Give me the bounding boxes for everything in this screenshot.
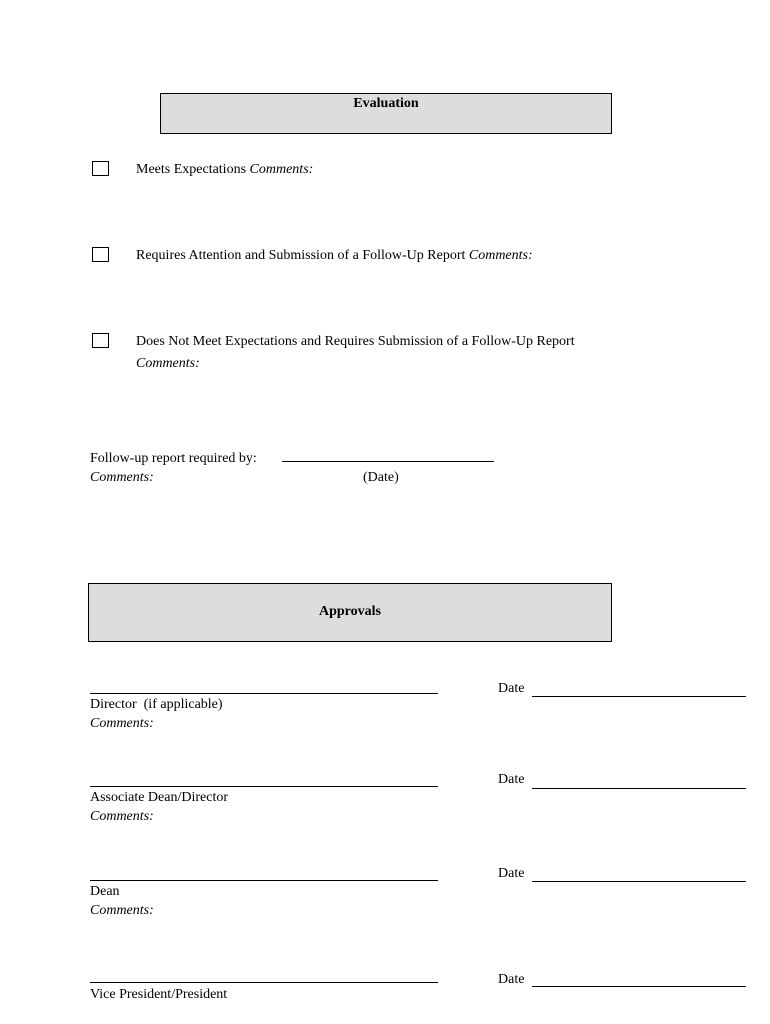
associate-dean-date-line[interactable] xyxy=(532,788,746,789)
evaluation-header xyxy=(160,93,612,134)
evaluation-title: Evaluation xyxy=(353,96,419,111)
associate-dean-role: Associate Dean/Director xyxy=(90,790,228,805)
vice-president-role: Vice President/President xyxy=(90,987,228,1002)
followup-date-caption: (Date) xyxy=(363,470,399,485)
does-not-meet-checkbox[interactable] xyxy=(92,333,109,348)
followup-date-line[interactable] xyxy=(282,461,494,462)
signature-line-dean[interactable] xyxy=(90,880,438,881)
signature-line-associate-dean[interactable] xyxy=(90,786,438,787)
option-label: Meets Expectations xyxy=(136,162,247,177)
vice-president-date-line[interactable] xyxy=(532,986,746,987)
followup-comments-label: Comments: xyxy=(90,470,154,485)
vice-president-date-label: Date xyxy=(498,972,525,987)
director-date-label: Date xyxy=(498,681,525,696)
dean-date-label: Date xyxy=(498,866,525,881)
director-comments-label: Comments: xyxy=(90,716,154,731)
option-label: Requires Attention and Submission of a Follow-Up Report xyxy=(136,248,466,263)
associate-dean-date-label: Date xyxy=(498,772,525,787)
dean-role: Dean xyxy=(90,884,120,899)
director-date-line[interactable] xyxy=(532,696,746,697)
associate-dean-comments-label: Comments: xyxy=(90,809,154,824)
signature-line-director[interactable] xyxy=(90,693,438,694)
meets-expectations-checkbox[interactable] xyxy=(92,161,109,176)
signature-line-vice-president[interactable] xyxy=(90,982,438,983)
option-requires-attention xyxy=(136,247,533,264)
approvals-title: Approvals xyxy=(319,604,381,619)
dean-date-line[interactable] xyxy=(532,881,746,882)
comments-label: Comments: xyxy=(468,248,533,263)
requires-attention-checkbox[interactable] xyxy=(92,247,109,262)
dean-comments-label: Comments: xyxy=(90,903,154,918)
approvals-header xyxy=(88,583,612,642)
option-does-not-meet xyxy=(136,333,575,350)
comments-label: Comments: xyxy=(249,162,314,177)
option-meets-expectations xyxy=(136,161,313,178)
director-role: Director (if applicable) xyxy=(90,697,223,712)
comments-label: Comments: xyxy=(136,356,200,371)
followup-label: Follow-up report required by: xyxy=(90,451,257,466)
option-label: Does Not Meet Expectations and Requires Submission of a Follow-Up Report xyxy=(136,334,575,349)
